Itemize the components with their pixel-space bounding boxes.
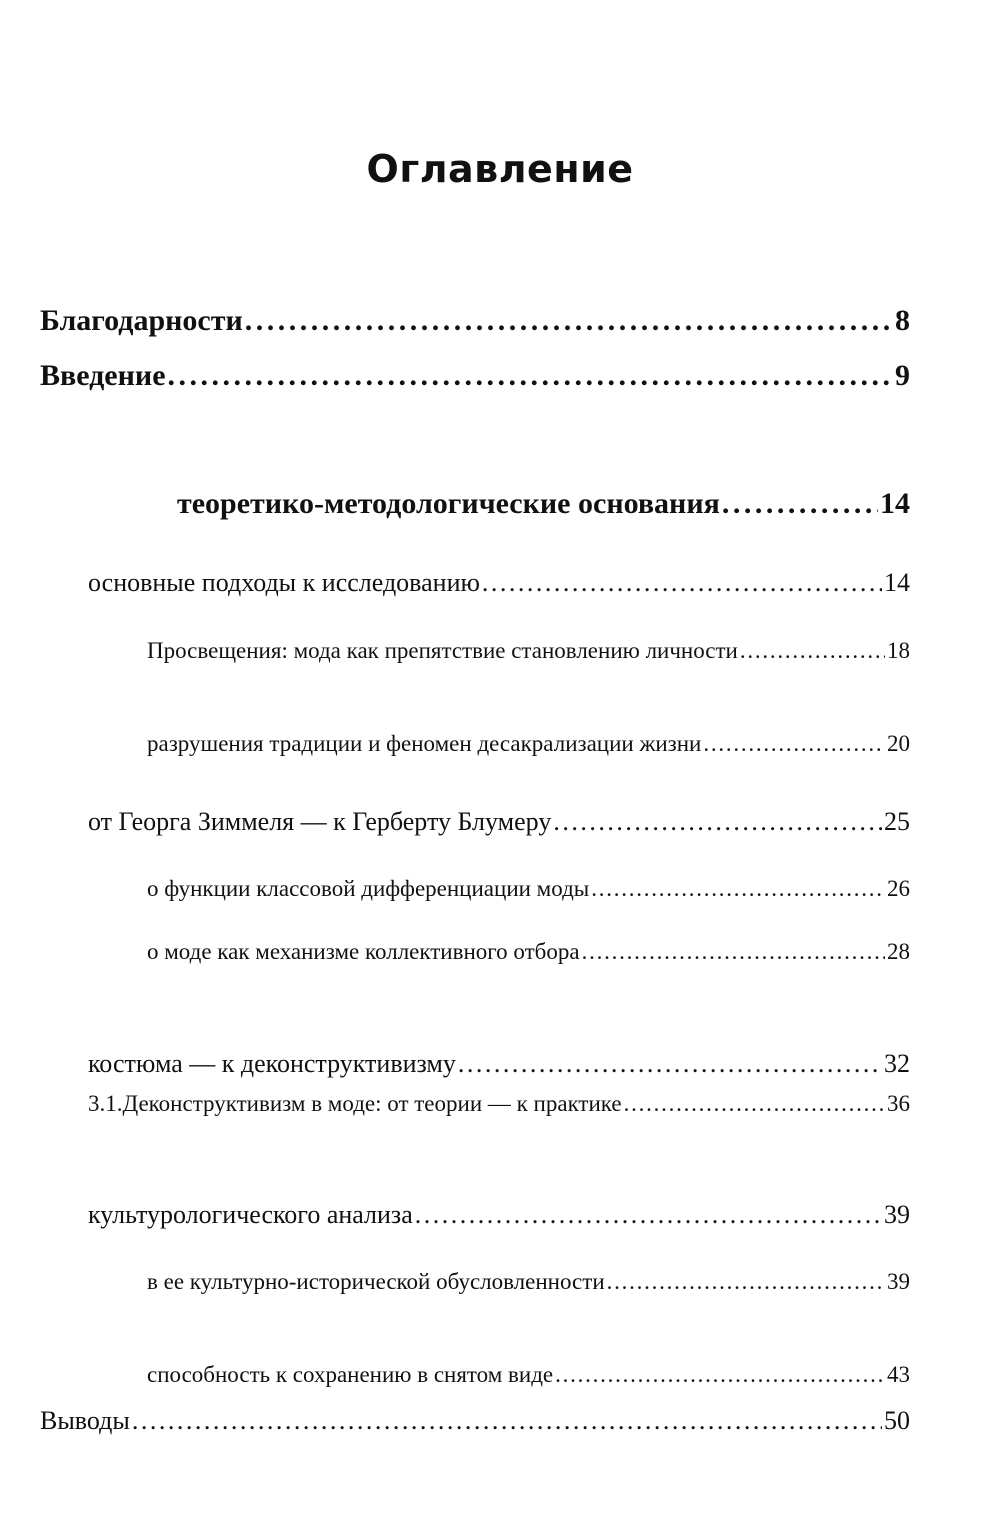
subsection-line: в ее культурно-исторической обусловленности — [147, 1269, 605, 1294]
dot-leader — [482, 567, 882, 599]
section-line: костюма — к деконструктивизму — [88, 1049, 456, 1078]
section-line: культурологического анализа — [88, 1200, 413, 1229]
subsection-line: Просвещения: мода как препятствие становлению личности — [147, 638, 738, 663]
toc-entry-introduction[interactable] — [0, 357, 1000, 395]
dot-leader — [607, 1268, 885, 1296]
subsection-line: о функции классовой дифференциации моды — [147, 876, 590, 901]
chapter-line: теоретико-методологические основания — [177, 487, 720, 520]
entry-label: Благодарности — [40, 304, 243, 337]
section-page: 14 — [884, 568, 910, 597]
subsection-line: разрушения традиции и феномен десакрализации жизни — [147, 731, 702, 756]
subsection-line: Деконструктивизм в моде: от теории — к практике — [122, 1091, 622, 1116]
dot-leader — [415, 1199, 882, 1231]
subsection-page: 28 — [887, 939, 910, 964]
dot-leader — [722, 485, 878, 523]
entry-page: 50 — [884, 1406, 910, 1435]
subsection-page: 39 — [887, 1269, 910, 1294]
dot-leader — [168, 357, 893, 395]
chapter-page: 14 — [880, 487, 910, 520]
entry-page: 8 — [895, 304, 910, 337]
section-line: от Георга Зиммеля — к Герберту Блумеру — [88, 807, 552, 836]
entry-page: 9 — [895, 359, 910, 392]
subsection-page: 18 — [887, 638, 910, 663]
section-line: основные подходы к исследованию — [88, 568, 480, 597]
dot-leader — [591, 875, 885, 903]
subsection-line: о моде как механизме коллективного отбора — [147, 939, 580, 964]
subsection-page: 20 — [887, 731, 910, 756]
toc-entry-acknowledgements[interactable] — [0, 302, 1000, 340]
dot-leader — [624, 1090, 885, 1118]
dot-leader — [555, 1361, 885, 1389]
subsection-line: способность к сохранению в снятом виде — [147, 1362, 554, 1387]
dot-leader — [740, 637, 885, 665]
subsection-page: 26 — [887, 876, 910, 901]
subsection-number: 3.1. — [88, 1091, 123, 1116]
dot-leader — [132, 1405, 882, 1437]
dot-leader — [245, 302, 893, 340]
toc-entry-conclusions[interactable] — [0, 1405, 1000, 1437]
dot-leader — [553, 806, 882, 838]
subsection-page: 43 — [887, 1362, 910, 1387]
entry-label: Выводы — [40, 1406, 130, 1435]
dot-leader — [458, 1048, 882, 1080]
entry-label: Введение — [40, 359, 166, 392]
section-page: 39 — [884, 1200, 910, 1229]
section-page: 32 — [884, 1049, 910, 1078]
subsection-page: 36 — [887, 1091, 910, 1116]
dot-leader — [582, 938, 885, 966]
page-title: Оглавление — [366, 147, 634, 191]
dot-leader — [703, 730, 885, 758]
section-page: 25 — [884, 807, 910, 836]
